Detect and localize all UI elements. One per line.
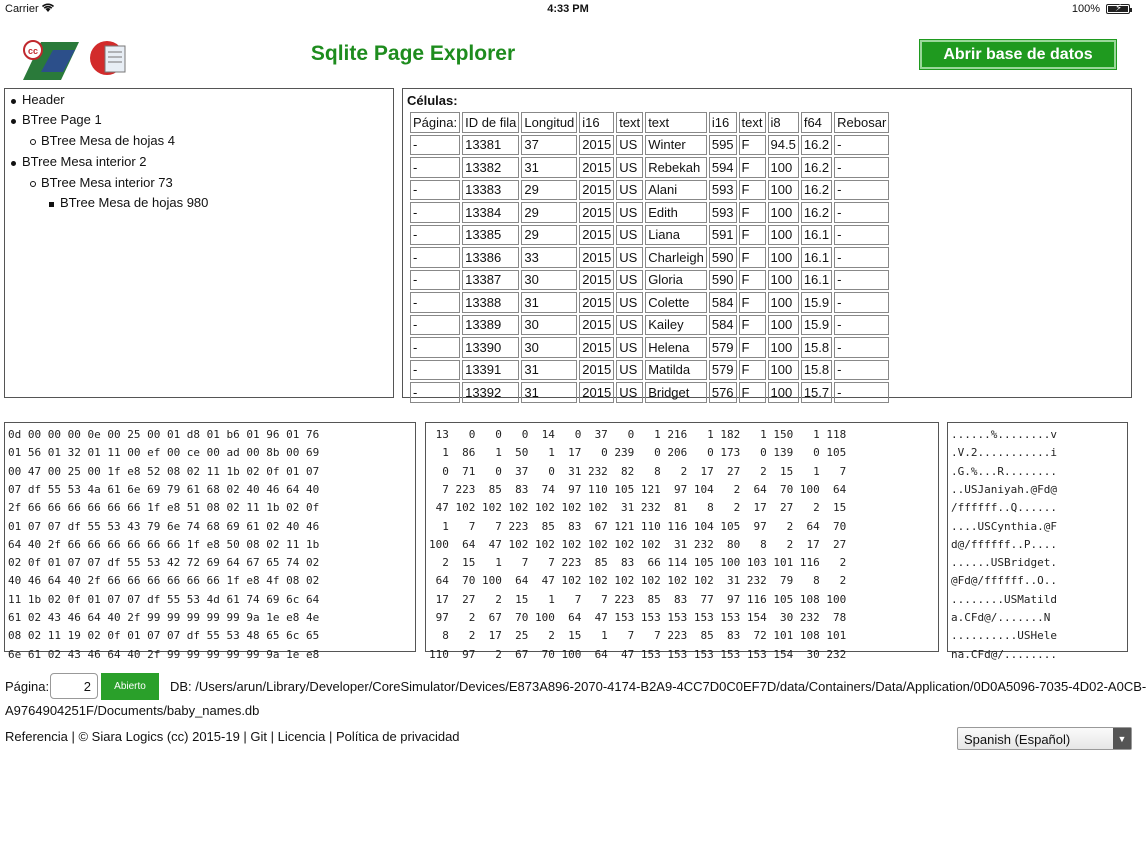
table-cell: F: [739, 247, 766, 268]
hex-line: .G.%...R........: [951, 464, 1057, 478]
table-cell: 2015: [579, 135, 614, 156]
table-cell: 15.7: [801, 382, 832, 403]
table-cell: 2015: [579, 360, 614, 381]
table-cell: 29: [521, 202, 577, 223]
table-row: [410, 360, 889, 381]
table-cell: 16.2: [801, 202, 832, 223]
hex-line: 7 223 85 83 74 97 110 105 121 97 104 2 64 70 100 64: [429, 482, 847, 496]
svg-text:cc: cc: [27, 46, 39, 56]
hex-line: 0d 00 00 00 0e 00 25 00 01 d8 01 b6 01 96 01 76: [8, 428, 320, 441]
table-cell: 100: [768, 180, 799, 201]
table-cell: 100: [768, 202, 799, 223]
page-number-input[interactable]: 2: [50, 673, 98, 699]
table-cell: 2015: [579, 270, 614, 291]
hex-line: 13 0 0 0 14 0 37 0 1 216 1 182 1 150 1 118: [429, 428, 847, 441]
clock: 4:33 PM: [547, 3, 589, 15]
table-cell: 2015: [579, 157, 614, 178]
table-cell: 30: [521, 337, 577, 358]
table-cell: 13387: [462, 270, 519, 291]
hex-line: ..USJaniyah.@Fd@: [951, 482, 1057, 496]
hex-line: 47 102 102 102 102 102 102 31 232 81 8 2 17 27 2 15: [429, 501, 847, 515]
hex-line: 2f 66 66 66 66 66 66 1f e8 51 08 02 11 1b 02 0f: [8, 501, 320, 515]
table-cell: 2015: [579, 382, 614, 403]
table-cell: 576: [709, 382, 737, 403]
table-cell: 15.8: [801, 337, 832, 358]
hex-line: 17 27 2 15 1 7 7 223 85 83 77 97 116 105 108 100: [429, 592, 847, 606]
table-cell: F: [739, 360, 766, 381]
table-header-row: [410, 112, 889, 133]
table-cell: US: [616, 180, 643, 201]
tree-item-leaf-table[interactable]: BTree Mesa de hojas 4: [30, 133, 164, 148]
table-cell: 2015: [579, 292, 614, 313]
hex-line: .V.2...........i: [951, 446, 1057, 460]
table-cell: US: [616, 225, 643, 246]
table-cell: 2015: [579, 202, 614, 223]
column-header: text: [616, 112, 643, 133]
table-cell: -: [410, 225, 460, 246]
hex-line: 01 56 01 32 01 11 00 ef 00 ce 00 ad 00 8b 00 69: [8, 446, 320, 460]
footer-link-privacy[interactable]: Política de privacidad: [335, 729, 460, 744]
table-cell: -: [410, 157, 460, 178]
table-cell: 584: [709, 292, 737, 313]
hex-line: ........USMatild: [951, 592, 1057, 606]
table-cell: -: [410, 315, 460, 336]
table-cell: US: [616, 360, 643, 381]
table-cell: 15.8: [801, 360, 832, 381]
footer-link-license[interactable]: Licencia: [277, 729, 326, 744]
table-cell: -: [834, 247, 889, 268]
hex-line: 40 46 64 40 2f 66 66 66 66 66 66 1f e8 4f 08 02: [8, 574, 320, 588]
table-cell: 100: [768, 315, 799, 336]
chevron-down-icon: ▼: [1113, 728, 1131, 749]
table-row: [410, 225, 889, 246]
hex-line: 01 07 07 df 55 53 43 79 6e 74 68 69 61 02 40 46: [8, 519, 320, 533]
table-cell: 2015: [579, 315, 614, 336]
table-cell: 100: [768, 337, 799, 358]
table-cell: -: [834, 360, 889, 381]
table-cell: Rebekah: [645, 157, 707, 178]
table-cell: Charleigh: [645, 247, 707, 268]
hex-line: 61 02 43 46 64 40 2f 99 99 99 99 99 9a 1e e8 4e: [8, 611, 320, 624]
table-cell: 13383: [462, 180, 519, 201]
table-cell: 593: [709, 180, 737, 201]
table-cell: -: [834, 135, 889, 156]
table-cell: 31: [521, 360, 577, 381]
open-database-button[interactable]: Abrir base de datos: [920, 40, 1116, 69]
table-cell: F: [739, 135, 766, 156]
table-cell: Helena: [645, 337, 707, 358]
hex-line: ......USBridget.: [951, 556, 1057, 570]
hex-line: 02 0f 01 07 07 df 55 53 42 72 69 64 67 65 74 02: [8, 556, 320, 570]
hex-line: 64 40 2f 66 66 66 66 66 66 1f e8 50 08 02 11 1b: [8, 537, 320, 551]
table-cell: Matilda: [645, 360, 707, 381]
table-cell: -: [410, 360, 460, 381]
hex-line: 07 df 55 53 4a 61 6e 69 79 61 68 02 40 46 64 40: [8, 482, 320, 496]
table-cell: 584: [709, 315, 737, 336]
table-cell: Winter: [645, 135, 707, 156]
column-header: ID de fila: [462, 112, 519, 133]
table-cell: 16.2: [801, 157, 832, 178]
hex-line: 97 2 67 70 100 64 47 153 153 153 153 153 154 30 232 78: [429, 611, 847, 624]
table-row: [410, 315, 889, 336]
column-header: text: [739, 112, 766, 133]
cells-table: [408, 110, 891, 405]
table-cell: Liana: [645, 225, 707, 246]
table-cell: -: [410, 270, 460, 291]
column-header: i8: [768, 112, 799, 133]
hex-ascii-panel: [947, 422, 1128, 661]
hex-line: 8 2 17 25 2 15 1 7 7 223 85 83 72 101 108 101: [429, 629, 847, 643]
hex-line: 1 7 7 223 85 83 67 121 110 116 104 105 97 2 64 70: [429, 519, 847, 533]
tree-item-leaf-table-selected[interactable]: BTree Mesa de hojas 980: [49, 195, 197, 210]
table-cell: -: [834, 292, 889, 313]
bullet-icon: [30, 139, 36, 145]
hex-line: 0 71 0 37 0 31 232 82 8 2 17 27 2 15 1 7: [429, 464, 847, 478]
table-row: [410, 292, 889, 313]
battery-icon: ⚡: [1106, 4, 1130, 14]
column-header: Página:: [410, 112, 460, 133]
table-cell: 100: [768, 157, 799, 178]
page-label: Página:: [5, 679, 50, 694]
table-cell: 15.9: [801, 292, 832, 313]
tree-item-interior-table-child[interactable]: BTree Mesa interior 73: [30, 175, 162, 190]
carrier-label: Carrier: [5, 3, 39, 15]
hex-line: /ffffff..Q......: [951, 501, 1057, 515]
hex-line: 2 15 1 7 7 223 85 83 66 114 105 100 103 101 116 2: [429, 556, 847, 570]
table-row: [410, 382, 889, 403]
table-cell: 595: [709, 135, 737, 156]
table-cell: 33: [521, 247, 577, 268]
column-header: Rebosar: [834, 112, 889, 133]
table-cell: 13392: [462, 382, 519, 403]
table-cell: 30: [521, 270, 577, 291]
table-row: [410, 157, 889, 178]
table-cell: -: [410, 247, 460, 268]
bullet-icon: [11, 161, 16, 166]
table-cell: 13390: [462, 337, 519, 358]
table-row: [410, 247, 889, 268]
table-cell: Bridget: [645, 382, 707, 403]
status-bar: [0, 0, 1136, 18]
table-cell: -: [410, 292, 460, 313]
table-cell: -: [834, 225, 889, 246]
table-cell: F: [739, 337, 766, 358]
table-cell: -: [834, 157, 889, 178]
hex-line: @Fd@/ffffff..O..: [951, 574, 1057, 588]
db-path: DB: /Users/arun/Library/Developer/CoreSimulator/Devices/E873A896-2070-4174-B2A9-4CC7D0C0EF7D/data/Containers/Data/Application/0D0A5096-7035-4D02-A0CB-: [170, 679, 1146, 694]
hex-decimal-panel: [425, 422, 939, 661]
table-cell: F: [739, 202, 766, 223]
table-cell: -: [410, 337, 460, 358]
hex-line: ....USCynthia.@F: [951, 519, 1057, 533]
table-cell: -: [410, 180, 460, 201]
hex-line: 110 97 2 67 70 100 64 47 153 153 153 153 153 154 30 232: [429, 647, 847, 661]
bullet-icon: [11, 119, 16, 124]
table-row: [410, 202, 889, 223]
table-cell: 37: [521, 135, 577, 156]
table-cell: 100: [768, 360, 799, 381]
hex-line: 00 47 00 25 00 1f e8 52 08 02 11 1b 02 0f 01 07: [8, 464, 320, 478]
cells-title: Células:: [407, 93, 458, 108]
table-cell: F: [739, 315, 766, 336]
table-cell: F: [739, 270, 766, 291]
table-cell: 579: [709, 337, 737, 358]
table-cell: 31: [521, 292, 577, 313]
table-cell: 16.1: [801, 247, 832, 268]
hex-line: 64 70 100 64 47 102 102 102 102 102 102 31 232 79 8 2: [429, 574, 847, 588]
table-cell: Gloria: [645, 270, 707, 291]
table-cell: 13385: [462, 225, 519, 246]
table-cell: -: [834, 315, 889, 336]
table-cell: US: [616, 135, 643, 156]
hex-line: 6e 61 02 43 46 64 40 2f 99 99 99 99 99 9a 1e e8: [8, 647, 320, 661]
table-cell: 13388: [462, 292, 519, 313]
footer-link-git[interactable]: Git: [250, 729, 268, 744]
table-cell: US: [616, 202, 643, 223]
table-cell: 16.1: [801, 270, 832, 291]
table-cell: 593: [709, 202, 737, 223]
table-cell: 594: [709, 157, 737, 178]
tree-item-header[interactable]: Header: [11, 92, 54, 107]
table-cell: Edith: [645, 202, 707, 223]
table-cell: 13389: [462, 315, 519, 336]
hex-line: ..........USHele: [951, 629, 1057, 643]
table-row: [410, 337, 889, 358]
footer-copyright: © Siara Logics (cc) 2015-19: [78, 729, 240, 744]
table-cell: 30: [521, 315, 577, 336]
app-title: Sqlite Page Explorer: [310, 42, 516, 65]
tree-item-interior-table[interactable]: BTree Mesa interior 2: [11, 154, 136, 169]
hex-line: 11 1b 02 0f 01 07 07 df 55 53 4d 61 74 69 6c 64: [8, 592, 320, 606]
table-cell: -: [410, 135, 460, 156]
table-cell: -: [410, 202, 460, 223]
table-row: [410, 270, 889, 291]
table-cell: 590: [709, 247, 737, 268]
language-selected: Spanish (Español): [964, 732, 1071, 747]
table-cell: F: [739, 157, 766, 178]
hex-line: ......%........v: [951, 428, 1057, 441]
hex-line: na.CFd@/........: [951, 647, 1057, 661]
table-row: [410, 135, 889, 156]
table-cell: 2015: [579, 247, 614, 268]
table-cell: 2015: [579, 337, 614, 358]
table-cell: 100: [768, 292, 799, 313]
table-cell: -: [410, 382, 460, 403]
table-cell: 579: [709, 360, 737, 381]
table-cell: Colette: [645, 292, 707, 313]
hex-bytes-panel: [4, 422, 416, 661]
battery-percent: 100%: [1071, 3, 1100, 15]
table-cell: US: [616, 382, 643, 403]
table-cell: 2015: [579, 225, 614, 246]
table-cell: US: [616, 315, 643, 336]
table-cell: 29: [521, 180, 577, 201]
bullet-icon: [49, 202, 54, 207]
column-header: i16: [709, 112, 737, 133]
table-cell: US: [616, 247, 643, 268]
column-header: text: [645, 112, 707, 133]
footer: Referencia | © Siara Logics (cc) 2015-19 | Git | Licencia | Política de privacidad: [5, 729, 460, 744]
bullet-icon: [30, 181, 36, 187]
table-cell: 590: [709, 270, 737, 291]
table-cell: 100: [768, 382, 799, 403]
table-cell: F: [739, 225, 766, 246]
table-cell: F: [739, 292, 766, 313]
table-cell: -: [834, 270, 889, 291]
table-cell: 31: [521, 382, 577, 403]
table-cell: 13384: [462, 202, 519, 223]
table-cell: 591: [709, 225, 737, 246]
table-cell: 16.2: [801, 180, 832, 201]
column-header: i16: [579, 112, 614, 133]
column-header: f64: [801, 112, 832, 133]
table-cell: Alani: [645, 180, 707, 201]
table-cell: 100: [768, 247, 799, 268]
table-cell: 31: [521, 157, 577, 178]
hex-line: 1 86 1 50 1 17 0 239 0 206 0 173 0 139 0 105: [429, 446, 847, 460]
open-page-button[interactable]: Abierto: [101, 673, 159, 700]
hex-line: a.CFd@/.......N: [951, 611, 1051, 624]
table-cell: Kailey: [645, 315, 707, 336]
hex-line: d@/ffffff..P....: [951, 537, 1057, 551]
table-cell: 13381: [462, 135, 519, 156]
column-header: Longitud: [521, 112, 577, 133]
tree-item-btree-page[interactable]: BTree Page 1: [11, 112, 91, 127]
table-cell: -: [834, 202, 889, 223]
table-cell: US: [616, 292, 643, 313]
db-path-continued: A9764904251F/Documents/baby_names.db: [5, 703, 260, 718]
bullet-icon: [11, 99, 16, 104]
table-cell: 2015: [579, 180, 614, 201]
table-row: [410, 180, 889, 201]
table-cell: US: [616, 270, 643, 291]
table-cell: 29: [521, 225, 577, 246]
hex-line: 100 64 47 102 102 102 102 102 102 31 232 80 8 2 17 27: [429, 537, 847, 551]
table-cell: 100: [768, 270, 799, 291]
table-cell: -: [834, 382, 889, 403]
table-cell: 13382: [462, 157, 519, 178]
table-cell: 100: [768, 225, 799, 246]
table-cell: F: [739, 382, 766, 403]
table-cell: 13391: [462, 360, 519, 381]
hex-line: 08 02 11 19 02 0f 01 07 07 df 55 53 48 65 6c 65: [8, 629, 320, 643]
table-cell: F: [739, 180, 766, 201]
page-tree: [4, 88, 394, 398]
table-cell: 15.9: [801, 315, 832, 336]
footer-link-reference[interactable]: Referencia: [5, 729, 68, 744]
table-cell: 13386: [462, 247, 519, 268]
table-cell: US: [616, 337, 643, 358]
cells-panel: [402, 88, 1132, 398]
table-cell: -: [834, 180, 889, 201]
table-cell: 16.1: [801, 225, 832, 246]
table-cell: US: [616, 157, 643, 178]
table-cell: -: [834, 337, 889, 358]
language-select[interactable]: [957, 727, 1132, 750]
table-cell: 94.5: [768, 135, 799, 156]
table-cell: 16.2: [801, 135, 832, 156]
